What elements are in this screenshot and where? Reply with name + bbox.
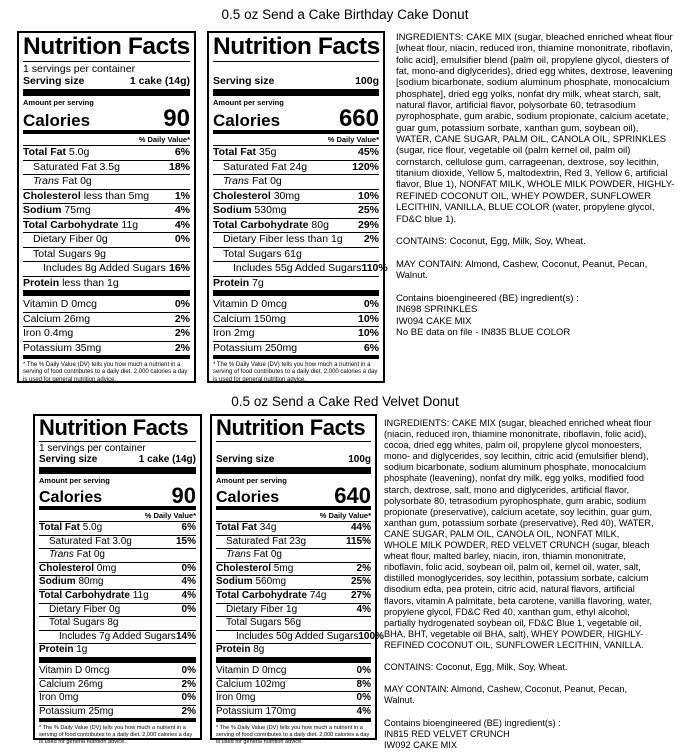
- added-sugars-row: [23, 262, 190, 277]
- servings-per-container: 1 servings per container: [23, 61, 190, 75]
- nutrient-dv: 10%: [357, 327, 379, 339]
- nutrient-dv: 0%: [181, 562, 196, 574]
- calories-row: [39, 485, 196, 510]
- nutrient-label: Protein: [216, 644, 251, 656]
- nutrient-dv: 45%: [357, 146, 379, 158]
- daily-value-header: % Daily Value*: [213, 134, 379, 146]
- total-sugars-row: [216, 617, 371, 631]
- nutrient-label: Dietary Fiber: [49, 603, 107, 615]
- trans-fat-row: [216, 549, 371, 563]
- nutrient-label: Total Carbohydrate: [216, 589, 307, 601]
- nutrient-label: Sodium: [23, 204, 62, 216]
- nutrient-label: Cholesterol: [39, 562, 95, 574]
- nutrient-label: Total Sugars: [49, 617, 105, 629]
- total-carbohydrate-row: [213, 219, 379, 234]
- nutrient-dv: 44%: [350, 522, 371, 533]
- nutrient-dv: 16%: [168, 262, 190, 274]
- nutrient-dv: 4%: [174, 218, 190, 231]
- iron-row: [23, 327, 190, 342]
- protein-row: [23, 277, 190, 297]
- iron-row: [216, 692, 371, 706]
- nutrient-amount: Fat 0g: [61, 175, 92, 187]
- nutrient-amount: 0g: [96, 233, 108, 245]
- total-carbohydrate-row: [216, 590, 371, 604]
- nutrient-dv: 0%: [174, 298, 190, 310]
- daily-value-footnote: * The % Daily Value (DV) tells you how much a nutrient in a serving of food contributes to a daily diet. 2,000 calories a day is used for general nutrition advice.: [23, 362, 188, 383]
- nutrient-dv: 0%: [181, 692, 196, 704]
- nutrient-amount: 74g: [309, 589, 327, 601]
- nutrition-facts-title: Nutrition Facts: [216, 415, 366, 440]
- ingredients-text-birthday: INGREDIENTS: CAKE MIX (sugar, bleached enriched wheat flour [wheat flour, niacin, reduced iron, thiamine mononitrate, riboflavin, folic acid], emulsifier blend {palm oil, propylene glycol, diesters of fat, mono-and diglycerides}, dried egg whites, dextrose, leavening [sodium bicarbonate, sodium aluminum phosphate, monocalcium phosphate], dried egg yolks, nonfat dry milk, wheat starch, salt, natural flavor, artificial flavor, polysorbate 60, tetrasodium pyrophosphate, gum arabic, sodium propionate, calcium acetate, guar gum, potassium sorbate, xanthan gum, soybean oil), WATER, CANE SUGAR, PALM OIL, CANOLA OIL, SPRINKLES (sugar, rice flour, vegetable oil (palm kernel oil, palm oil) cornstarch, cellulose gum, carrageenan, dextrose, soy lecithin, titanium dioxide, Yellow 5, maltodextrin, Red 3, Yellow 6, artificial flavor, Blue 1), NONFAT MILK, WHOLE MILK POWDER, HIGHLY- REFINED COCONUT OIL, WHEY POWDER, SUNFLOWER LECITHIN, VANILLA, BLUE COLOR (water, propylene glycol, FD&C blue 1). CONTAINS: Coconut, Egg, Milk, Soy, Wheat. MAY CONTAIN: Almond, Cashew, Coconut, Peanut, Pecan, Walnut. Contains bioengineered (BE) ingredient(s) : IN698 SPRINKLES IW094 CAKE MIX No BE data on file - IN835 BLUE COLOR: [396, 32, 675, 338]
- nutrient-label: Total Fat: [216, 522, 257, 533]
- nutrient-amount: less than 1g: [62, 276, 119, 289]
- nutrient-dv: 4%: [181, 589, 196, 601]
- nutrient-amount: 0mg: [59, 692, 79, 704]
- serving-size-label: Serving size: [216, 454, 275, 465]
- total-sugars-row: [23, 248, 190, 263]
- cholesterol-row: [213, 190, 379, 205]
- trans-fat-row: [23, 175, 190, 190]
- nutrient-label: Total Fat: [39, 522, 80, 533]
- nutrient-dv: 25%: [357, 204, 379, 216]
- serving-size-row: [213, 75, 379, 96]
- serving-size-label: Serving size: [23, 75, 85, 87]
- daily-value-header: % Daily Value*: [39, 510, 196, 522]
- vitamin-d-row: [23, 298, 190, 313]
- calories-value: 640: [334, 483, 371, 508]
- nutrient-amount: 530mg: [254, 204, 287, 216]
- calories-value: 90: [163, 105, 190, 132]
- nutrient-dv: 2%: [174, 327, 190, 339]
- nutrient-label: Saturated Fat: [33, 160, 97, 173]
- nutrient-dv: 6%: [363, 341, 379, 354]
- nutrient-amount: Fat 0g: [76, 549, 105, 561]
- nutrient-dv: 10%: [357, 189, 379, 202]
- nutrition-panel-red-velvet-per-100g: [210, 414, 384, 746]
- nutrient-dv: 0%: [174, 233, 190, 245]
- total-carbohydrate-row: [39, 590, 196, 604]
- servings-per-container: [216, 441, 371, 454]
- nutrient-amount: 0mcg: [71, 298, 97, 310]
- protein-row: [39, 644, 196, 663]
- nutrient-dv: 2%: [363, 233, 379, 245]
- nutrient-label: Includes 8g Added Sugars: [43, 262, 166, 274]
- nutrient-label: Total Sugars: [223, 247, 282, 260]
- nutrient-amount: 56g: [284, 617, 302, 629]
- vitamin-d-row: [216, 665, 371, 679]
- nutrient-amount: 34g: [259, 522, 277, 533]
- nutrient-label: Calcium: [23, 312, 61, 325]
- nutrition-panel-birthday-per-serving: [17, 31, 196, 383]
- total-fat-row: [216, 522, 371, 536]
- nutrient-amount: 2mg: [234, 327, 255, 339]
- nutrient-label: Total Carbohydrate: [39, 589, 130, 601]
- nutrient-label: Calcium: [39, 678, 76, 690]
- nutrient-amount: 9g: [94, 247, 106, 260]
- nutrient-label: Dietary Fiber: [33, 233, 94, 245]
- potassium-row: [216, 706, 371, 723]
- nutrient-amount: 3.5g: [99, 160, 120, 173]
- nutrient-dv: 29%: [357, 218, 379, 231]
- nutrient-label: Vitamin D: [216, 664, 260, 676]
- nutrient-dv: 4%: [356, 705, 371, 717]
- nutrient-amount: 26mg: [63, 312, 91, 325]
- nutrient-amount: 25mg: [88, 705, 114, 717]
- nutrient-label: Total Sugars: [33, 247, 92, 260]
- nutrient-label: Total Carbohydrate: [213, 218, 309, 231]
- ingredients-text-red-velvet: INGREDIENTS: CAKE MIX (sugar, bleached enriched wheat flour (niacin, reduced iron, thiamine mononitrate, riboflavin, folic acid), cocoa, dried egg whites, palm oil, propylene glycol monoesters, mono- and diglycerides, soy lecithin, citric acid (emulsifier blend), sodium bicarbonate, sodium aluminum phosphate, monocalcium phosphate (leavening), nonfat dry milk, egg yolks, modified food starch, dextrose, salt, mono and diglycerides, artificial flavor, polysorbate 80, tetrasodium pyrophosphate, gum arabic, sodium propionate (preservative), calcium acetate, soy lecithin, guar gum, xanthan gum, potassium sorbate (preservative), Red 40), WATER, CANE SUGAR, PALM OIL, CANOLA OIL, NONFAT MILK, WHOLE MILK POWDER, RED VELVET CRUNCH (sugar, bleach wheat flour, malted barley, niacin, iron, thiamin mononitrate, riboflavin, folic acid, soybean oil, palm oil, kernel oil, water, salt, distilled monoglycerides, soy lecithin, potassium sorbate, calcium disodium edta, pea protein, citric acid, natural flavors, artificial flavors, vitamin A palmitate, beta carotene, vanilla flavoring, water, propylene glycol, FD&C Red 40, xanthan gum, ethyl alcohol, partially hydrogenated soybean oil, FD&C Blue 1, vegetable oil, BHA, BHT, vegetable oil BHA, salt), WHEY POWDER, HIGHLY- REFINED COCONUT OIL, SUNFLOWER LECITHIN, VANILLA. CONTAINS: Coconut, Egg, Milk, Soy, Wheat. MAY CONTAIN: Almond, Cashew, Coconut, Peanut, Pecan, Walnut. Contains bioengineered (BE) ingredient(s) : IN815 RED VELVET CRUNCH IW092 CAKE MIX: [384, 418, 654, 750]
- nutrient-label: Cholesterol: [23, 189, 81, 202]
- nutrient-amount: 80mg: [78, 576, 104, 588]
- nutrient-amount: 5.0g: [82, 522, 103, 533]
- nutrient-label: Trans: [33, 175, 60, 187]
- iron-row: [39, 692, 196, 706]
- serving-size-label: Serving size: [213, 75, 275, 87]
- saturated-fat-row: [213, 161, 379, 176]
- nutrient-amount: 30mg: [273, 189, 300, 202]
- nutrition-panel-red-velvet-per-serving: [33, 414, 202, 746]
- total-sugars-row: [39, 617, 196, 631]
- nutrient-dv: 8%: [356, 678, 371, 690]
- total-sugars-row: [213, 248, 379, 263]
- nutrient-label: Saturated Fat: [226, 535, 287, 547]
- nutrient-amount: 7g: [252, 276, 264, 289]
- nutrient-amount: 3.0g: [112, 535, 132, 547]
- nutrient-dv: 10%: [357, 312, 379, 325]
- amount-per-serving: Amount per serving: [23, 98, 94, 107]
- nutrient-amount: 11g: [132, 589, 149, 601]
- servings-per-container: [213, 61, 379, 75]
- nutrient-amount: 0mg: [236, 692, 256, 704]
- calories-row: [213, 107, 379, 134]
- nutrient-amount: 0.4mg: [44, 327, 74, 339]
- serving-size-label: Serving size: [39, 454, 98, 465]
- nutrient-amount: 150mg: [253, 312, 286, 325]
- nutrient-dv: 2%: [174, 341, 190, 354]
- daily-value-footnote: * The % Daily Value (DV) tells you how much a nutrient in a serving of food contributes to a daily diet. 2,000 calories a day is used for general nutrition advice.: [39, 725, 193, 746]
- nutrient-dv: 6%: [181, 522, 196, 533]
- serving-size-row: [23, 75, 190, 96]
- nutrient-amount: 560mg: [255, 576, 287, 588]
- saturated-fat-row: [23, 161, 190, 176]
- nutrient-dv: 100%: [358, 630, 384, 642]
- amount-per-serving: Amount per serving: [216, 476, 287, 485]
- serving-size-value: 100g: [348, 454, 371, 465]
- nutrient-label: Includes 50g Added Sugars: [236, 630, 359, 642]
- calories-value: 90: [171, 483, 196, 508]
- nutrient-dv: 120%: [352, 160, 379, 173]
- nutrient-label: Sodium: [216, 576, 253, 588]
- nutrient-label: Iron: [23, 327, 42, 339]
- serving-size-value: 100g: [355, 75, 379, 87]
- nutrient-label: Vitamin D: [23, 298, 69, 310]
- section-title-red-velvet: 0.5 oz Send a Cake Red Velvet Donut: [231, 394, 459, 409]
- nutrient-amount: 35g: [258, 146, 277, 158]
- calcium-row: [213, 313, 379, 328]
- potassium-row: [39, 706, 196, 723]
- dietary-fiber-row: [39, 604, 196, 618]
- daily-value-header: % Daily Value*: [23, 134, 190, 146]
- nutrient-label: Protein: [23, 276, 60, 289]
- nutrient-label: Calcium: [216, 678, 253, 690]
- calories-value: 660: [338, 105, 379, 132]
- nutrient-dv: 0%: [363, 298, 379, 310]
- sodium-row: [216, 576, 371, 590]
- daily-value-header: % Daily Value*: [216, 510, 371, 522]
- calories-label: Calories: [216, 489, 280, 506]
- nutrient-label: Trans: [49, 549, 74, 561]
- saturated-fat-row: [216, 536, 371, 550]
- protein-row: [213, 277, 379, 297]
- nutrient-label: Sodium: [39, 576, 76, 588]
- section-title-birthday: 0.5 oz Send a Cake Birthday Cake Donut: [221, 7, 469, 22]
- nutrient-label: Potassium: [216, 705, 263, 717]
- nutrient-label: Calcium: [213, 312, 251, 325]
- cholesterol-row: [23, 190, 190, 205]
- nutrient-label: Iron: [216, 692, 234, 704]
- nutrient-amount: 0mg: [96, 562, 117, 574]
- nutrient-label: Includes 55g Added Sugars: [233, 262, 362, 274]
- nutrition-facts-title: Nutrition Facts: [23, 33, 190, 60]
- nutrient-label: Total Fat: [213, 146, 256, 158]
- nutrient-amount: 11g: [121, 218, 139, 231]
- calcium-row: [216, 679, 371, 693]
- nutrient-amount: 61g: [284, 247, 302, 260]
- nutrient-label: Saturated Fat: [49, 535, 110, 547]
- nutrient-amount: 75mg: [64, 204, 91, 216]
- nutrient-dv: 14%: [175, 630, 196, 642]
- total-fat-row: [213, 146, 379, 161]
- nutrient-label: Saturated Fat: [223, 160, 287, 173]
- added-sugars-row: [216, 630, 384, 645]
- nutrient-label: Potassium: [213, 341, 263, 354]
- serving-size-row: [216, 454, 371, 474]
- nutrient-amount: 1g: [286, 603, 298, 615]
- trans-fat-row: [213, 175, 379, 190]
- sodium-row: [213, 204, 379, 219]
- nutrient-amount: 80g: [311, 218, 329, 231]
- nutrient-dv: 15%: [175, 535, 196, 547]
- nutrient-label: Dietary Fiber: [226, 603, 284, 615]
- nutrient-label: Protein: [39, 644, 74, 656]
- sodium-row: [39, 576, 196, 590]
- nutrient-amount: 23g: [289, 535, 307, 547]
- serving-size-row: [39, 454, 196, 474]
- dietary-fiber-row: [213, 233, 379, 248]
- sodium-row: [23, 204, 190, 219]
- daily-value-footnote: * The % Daily Value (DV) tells you how much a nutrient in a serving of food contributes to a daily diet. 2,000 calories a day is used for general nutrition advice.: [216, 725, 370, 746]
- calories-label: Calories: [39, 489, 103, 506]
- protein-row: [216, 644, 371, 663]
- nutrient-amount: 250mg: [264, 341, 298, 354]
- nutrient-dv: 115%: [345, 535, 371, 547]
- nutrition-facts-title: Nutrition Facts: [213, 33, 380, 60]
- nutrient-label: Iron: [39, 692, 57, 704]
- serving-size-value: 1 cake (14g): [129, 75, 190, 87]
- daily-value-footnote: * The % Daily Value (DV) tells you how much a nutrient in a serving of food contributes to a daily diet. 2,000 calories a day is used for general nutrition advice.: [213, 362, 378, 383]
- nutrient-label: Total Fat: [23, 146, 66, 158]
- nutrient-amount: Fat 0g: [253, 549, 282, 561]
- nutrient-label: Vitamin D: [39, 664, 83, 676]
- nutrient-dv: 1%: [174, 189, 190, 202]
- nutrient-amount: 8g: [107, 617, 119, 629]
- total-fat-row: [23, 146, 190, 161]
- nutrient-dv: 4%: [174, 204, 190, 216]
- servings-per-container: 1 servings per container: [39, 441, 196, 454]
- vitamin-d-row: [213, 298, 379, 313]
- nutrient-dv: 18%: [168, 160, 190, 173]
- nutrient-amount: 24g: [289, 160, 308, 173]
- nutrient-dv: 2%: [181, 705, 196, 717]
- nutrient-amount: 0mcg: [261, 298, 287, 310]
- calcium-row: [23, 313, 190, 328]
- vitamin-d-row: [39, 665, 196, 679]
- nutrient-label: Total Sugars: [226, 617, 282, 629]
- nutrient-amount: 8g: [253, 644, 265, 656]
- nutrient-label: Potassium: [23, 341, 73, 354]
- nutrient-label: Iron: [213, 327, 232, 339]
- nutrient-amount: Fat 0g: [251, 175, 282, 187]
- nutrient-amount: 0g: [109, 603, 121, 615]
- nutrient-dv: 4%: [356, 603, 371, 615]
- calories-label: Calories: [213, 111, 281, 130]
- nutrient-amount: 5mg: [273, 562, 294, 574]
- nutrient-dv: 4%: [181, 576, 196, 588]
- nutrient-dv: 110%: [361, 262, 388, 274]
- calcium-row: [39, 679, 196, 693]
- nutrient-amount: 170mg: [265, 705, 297, 717]
- nutrient-dv: 2%: [174, 312, 190, 325]
- nutrition-panel-birthday-per-100g: [207, 31, 388, 383]
- added-sugars-row: [213, 262, 388, 277]
- saturated-fat-row: [39, 536, 196, 550]
- potassium-row: [23, 342, 190, 360]
- nutrient-label: Vitamin D: [213, 298, 259, 310]
- calories-row: [23, 107, 190, 134]
- nutrient-dv: 2%: [181, 678, 196, 690]
- nutrient-amount: 1g: [76, 644, 88, 656]
- cholesterol-row: [39, 563, 196, 577]
- nutrient-label: Sodium: [213, 204, 252, 216]
- calories-label: Calories: [23, 111, 91, 130]
- amount-per-serving: Amount per serving: [213, 98, 284, 107]
- amount-per-serving: Amount per serving: [39, 476, 110, 485]
- nutrient-dv: 0%: [356, 664, 371, 676]
- total-fat-row: [39, 522, 196, 536]
- nutrient-label: Trans: [226, 549, 251, 561]
- nutrient-dv: 2%: [356, 562, 371, 574]
- nutrition-facts-title: Nutrition Facts: [39, 415, 189, 440]
- calories-row: [216, 485, 371, 510]
- nutrient-amount: 0mcg: [84, 664, 110, 676]
- nutrient-amount: less than 5mg: [83, 189, 150, 202]
- nutrient-label: Protein: [213, 276, 250, 289]
- nutrient-dv: 0%: [181, 603, 196, 615]
- nutrient-amount: 5.0g: [68, 146, 90, 158]
- nutrient-dv: 25%: [350, 576, 371, 588]
- serving-size-value: 1 cake (14g): [138, 454, 196, 465]
- total-carbohydrate-row: [23, 219, 190, 234]
- nutrient-amount: 26mg: [77, 678, 103, 690]
- potassium-row: [213, 342, 379, 360]
- dietary-fiber-row: [216, 604, 371, 618]
- nutrient-label: Dietary Fiber: [223, 233, 284, 245]
- nutrient-dv: 0%: [356, 692, 371, 704]
- nutrient-dv: 6%: [174, 146, 190, 158]
- trans-fat-row: [39, 549, 196, 563]
- nutrient-label: Cholesterol: [216, 562, 272, 574]
- nutrient-label: Trans: [223, 175, 250, 187]
- added-sugars-row: [39, 631, 196, 645]
- nutrient-dv: 27%: [350, 589, 371, 601]
- nutrient-label: Cholesterol: [213, 189, 271, 202]
- nutrient-label: Potassium: [39, 705, 86, 717]
- nutrient-amount: 0mcg: [261, 664, 287, 676]
- nutrient-amount: 102mg: [254, 678, 286, 690]
- iron-row: [213, 327, 379, 342]
- nutrient-amount: 35mg: [74, 341, 102, 354]
- nutrient-label: Total Carbohydrate: [23, 218, 119, 231]
- nutrient-dv: 0%: [181, 664, 196, 676]
- nutrient-amount: less than 1g: [286, 233, 343, 245]
- nutrient-label: Includes 7g Added Sugars: [59, 630, 176, 642]
- cholesterol-row: [216, 563, 371, 577]
- dietary-fiber-row: [23, 233, 190, 248]
